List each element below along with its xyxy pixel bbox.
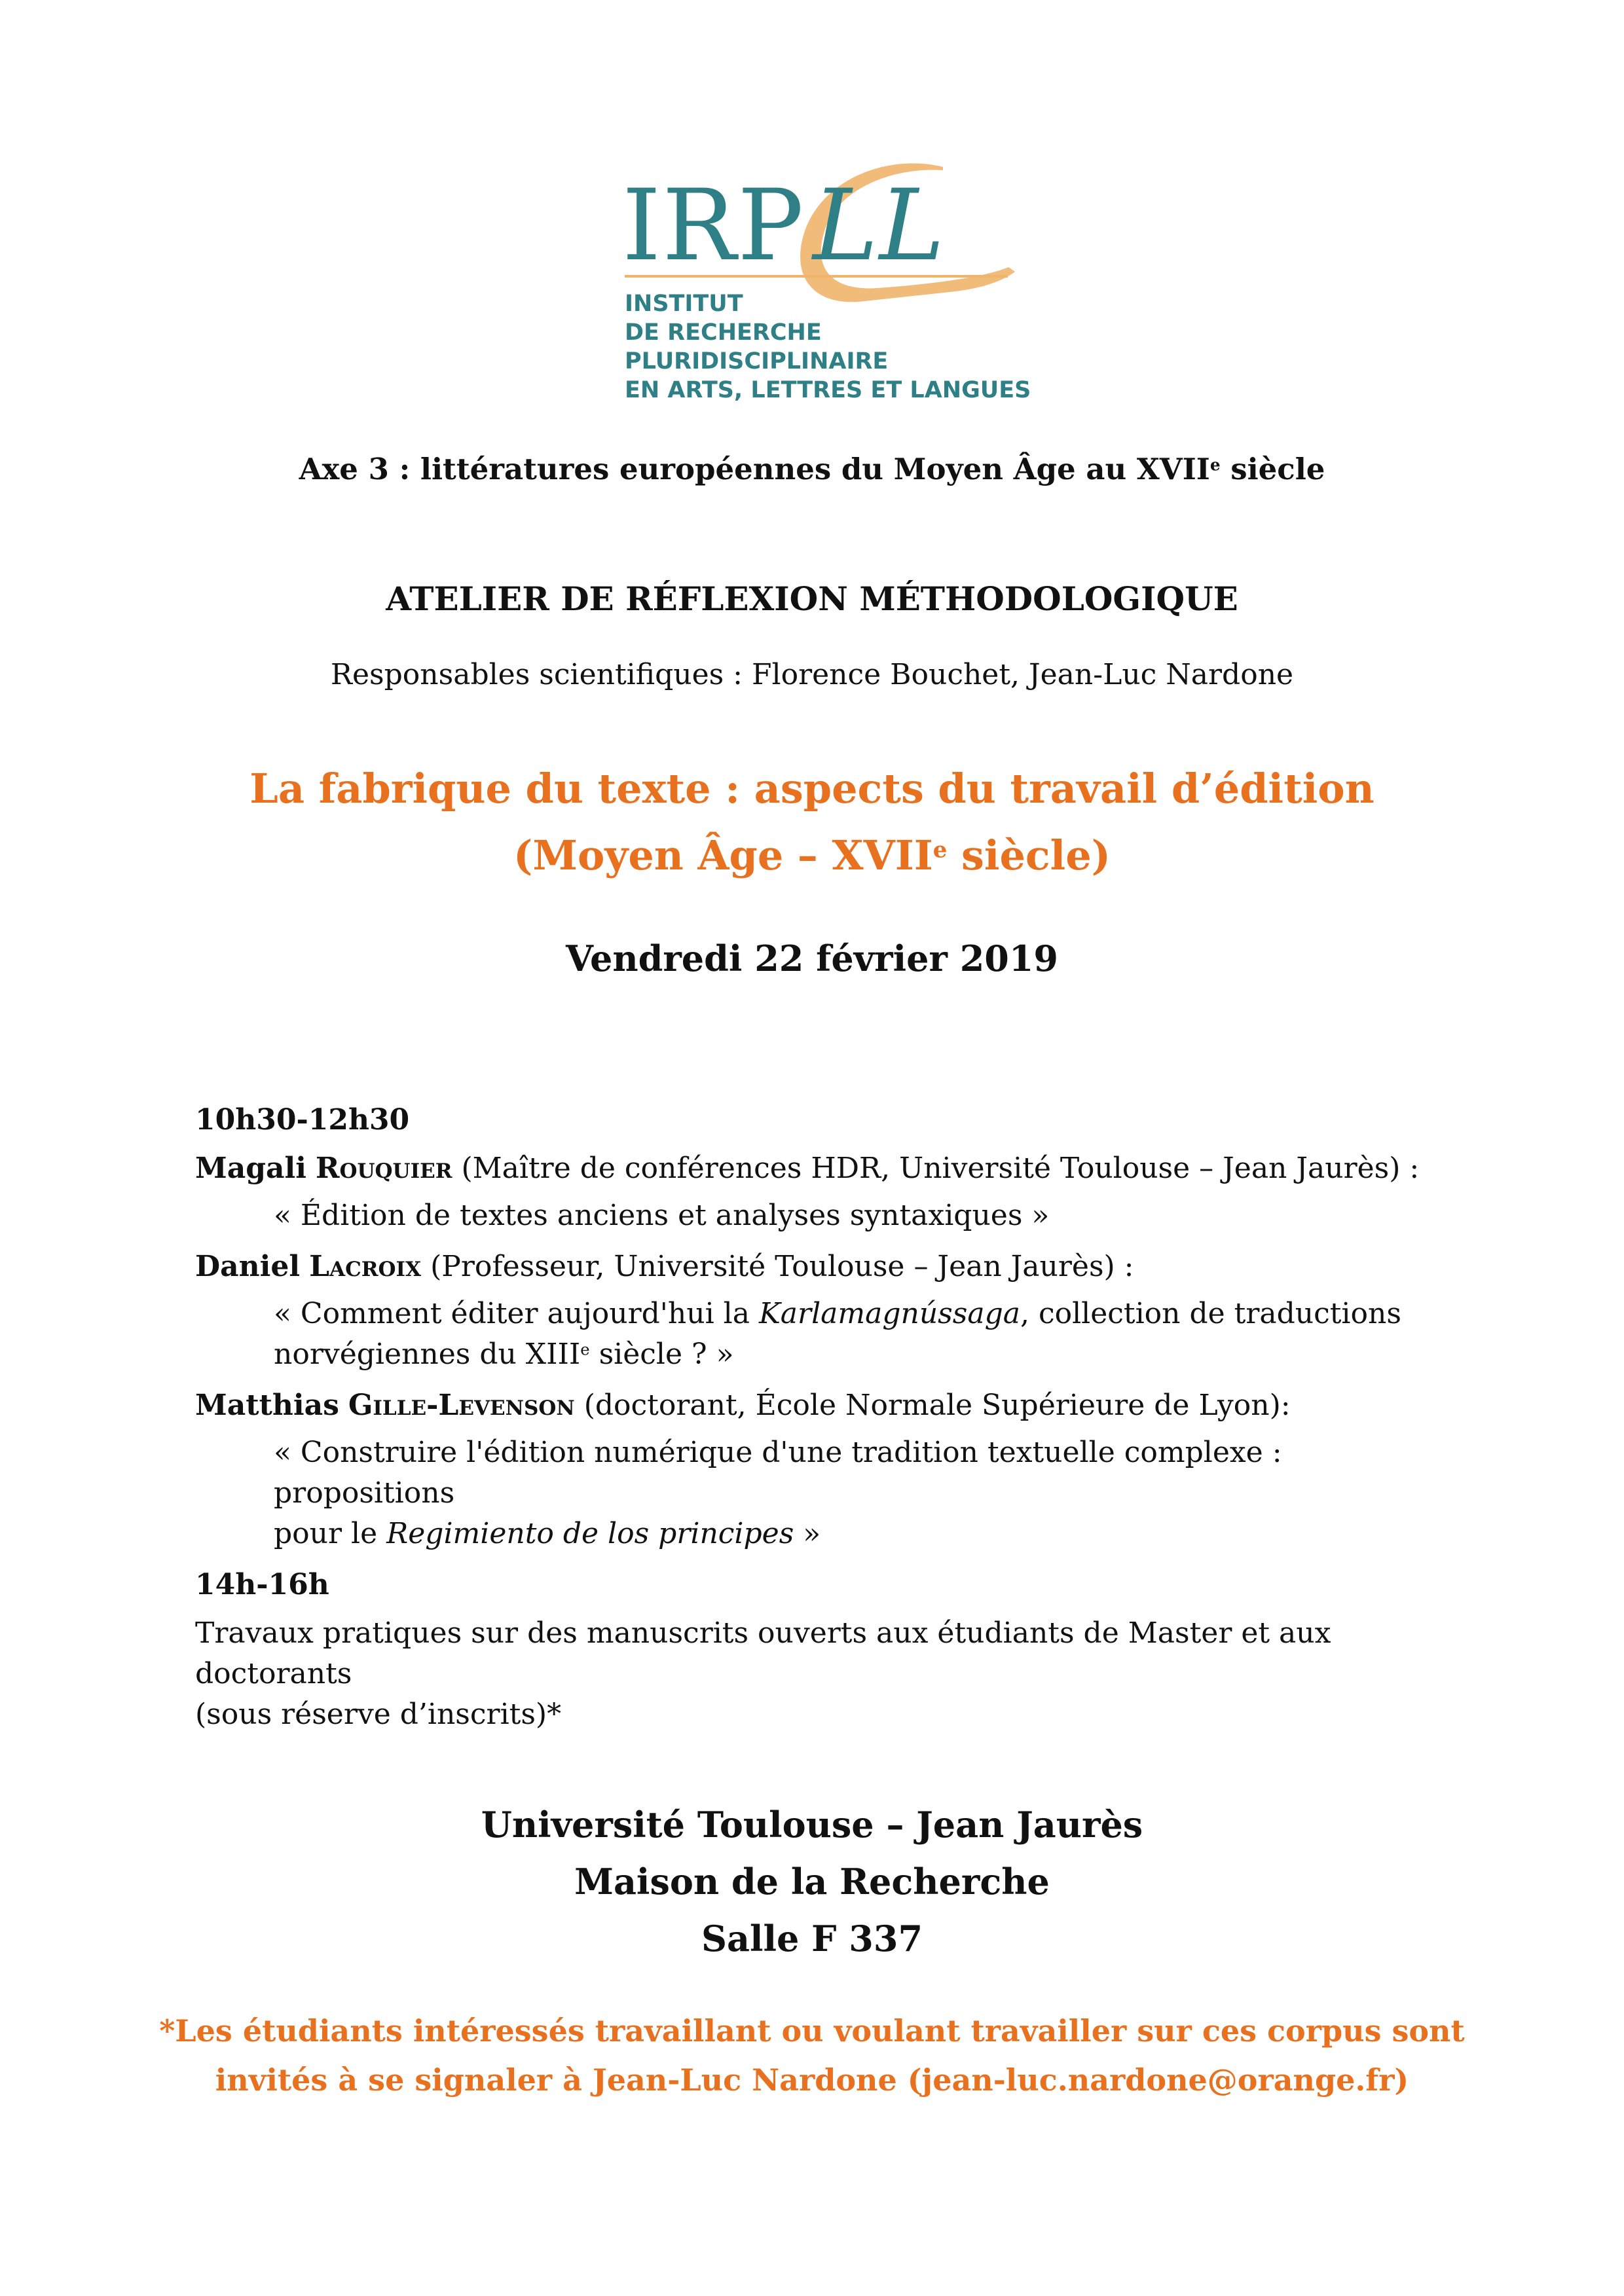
logo-line: INSTITUT: [625, 291, 743, 317]
speaker-last-name: Lacroix: [309, 1250, 422, 1283]
title-line2-prefix: norvégiennes du XIII: [274, 1338, 581, 1371]
logo-line: DE RECHERCHE: [625, 319, 822, 346]
footnote-line1: *Les étudiants intéressés travaillant ou voulant travailler sur ces corpus sont: [159, 2013, 1465, 2049]
talk-2: [195, 1247, 1439, 1375]
axe-superscript: e: [1209, 455, 1221, 475]
speaker-affiliation: (Professeur, Université Toulouse – Jean Jaurès) :: [421, 1250, 1134, 1283]
axe-prefix: Axe 3 : littératures européennes du Moyen Âge au XVII: [299, 452, 1210, 486]
afternoon-slot: 14h-16h: [195, 1568, 329, 1601]
title-line2-italic: Regimiento de los principes: [386, 1517, 794, 1550]
talk-1-title: « Édition de textes anciens et analyses syntaxiques »: [274, 1199, 1050, 1232]
title-line2-suffix: siècle): [947, 831, 1111, 879]
atelier-heading: ATELIER DE RÉFLEXION MÉTHODOLOGIQUE: [386, 579, 1238, 618]
logo-line: PLURIDISCIPLINAIRE: [625, 348, 889, 374]
venue-university: Université Toulouse – Jean Jaurès: [481, 1804, 1143, 1846]
afternoon-description-line1: Travaux pratiques sur des manuscrits ouverts aux étudiants de Master et aux doctorants: [195, 1616, 1331, 1690]
title-italic: Karlamagnússaga: [758, 1297, 1020, 1330]
speaker-last-name: Rouquier: [315, 1152, 452, 1185]
talk-1: [195, 1148, 1439, 1236]
talk-1-speaker: [195, 1148, 1439, 1189]
irpall-logo: [616, 151, 1031, 412]
title-superscript: e: [932, 837, 948, 864]
axe-suffix: siècle: [1220, 452, 1325, 486]
speaker-first-name: Matthias: [195, 1389, 339, 1422]
logo-acronym-italic: LL: [813, 169, 946, 283]
afternoon-description-line2: (sous réserve d’inscrits)*: [195, 1698, 562, 1731]
venue-building: Maison de la Recherche: [574, 1861, 1050, 1903]
event-date: Vendredi 22 février 2019: [566, 938, 1058, 979]
title-line2-superscript: e: [580, 1340, 590, 1359]
talk-3-title: « Construire l'édition numérique d'une tradition textuelle complexe : propositions: [274, 1436, 1282, 1510]
venue-room: Salle F 337: [701, 1918, 923, 1959]
event-title-line1: La fabrique du texte : aspects du travail d’édition: [249, 765, 1375, 812]
talk-2-title: [195, 1294, 1439, 1334]
talk-3-speaker: [195, 1385, 1439, 1426]
title-line2-suffix: siècle ? »: [589, 1338, 734, 1371]
logo-acronym-main: IRP: [622, 169, 805, 283]
title-line2-prefix: (Moyen Âge – XVII: [513, 831, 933, 879]
program: [195, 1100, 1439, 1735]
speaker-first-name: Magali: [195, 1152, 306, 1185]
title-line2-prefix: pour le: [274, 1517, 387, 1550]
event-title-line2: [0, 831, 1624, 879]
logo-acronym: [622, 169, 946, 283]
talk-2-speaker: [195, 1247, 1439, 1287]
title-prefix: « Comment éditer aujourd'hui la: [274, 1297, 759, 1330]
responsables-line: Responsables scientifiques : Florence Bouchet, Jean-Luc Nardone: [330, 658, 1294, 691]
speaker-last-name: Gille-Levenson: [348, 1389, 575, 1422]
speaker-first-name: Daniel: [195, 1250, 301, 1283]
talk-3: [195, 1385, 1439, 1554]
talk-2-title-line2: [195, 1334, 1439, 1375]
title-line2-suffix: »: [794, 1517, 821, 1550]
title-suffix: , collection de traductions: [1020, 1297, 1401, 1330]
talk-3-title-line2: [195, 1514, 1439, 1554]
logo-line: EN ARTS, LETTRES ET LANGUES: [625, 377, 1031, 403]
speaker-affiliation: (doctorant, École Normale Supérieure de Lyon):: [574, 1389, 1291, 1422]
footnote-line2: invités à se signaler à Jean-Luc Nardone (jean-luc.nardone@orange.fr): [215, 2062, 1409, 2098]
axe-heading: [0, 452, 1624, 486]
speaker-affiliation: (Maître de conférences HDR, Université Toulouse – Jean Jaurès) :: [452, 1152, 1420, 1185]
morning-slot: 10h30-12h30: [195, 1103, 410, 1137]
logo-subtitle: [625, 289, 1031, 405]
